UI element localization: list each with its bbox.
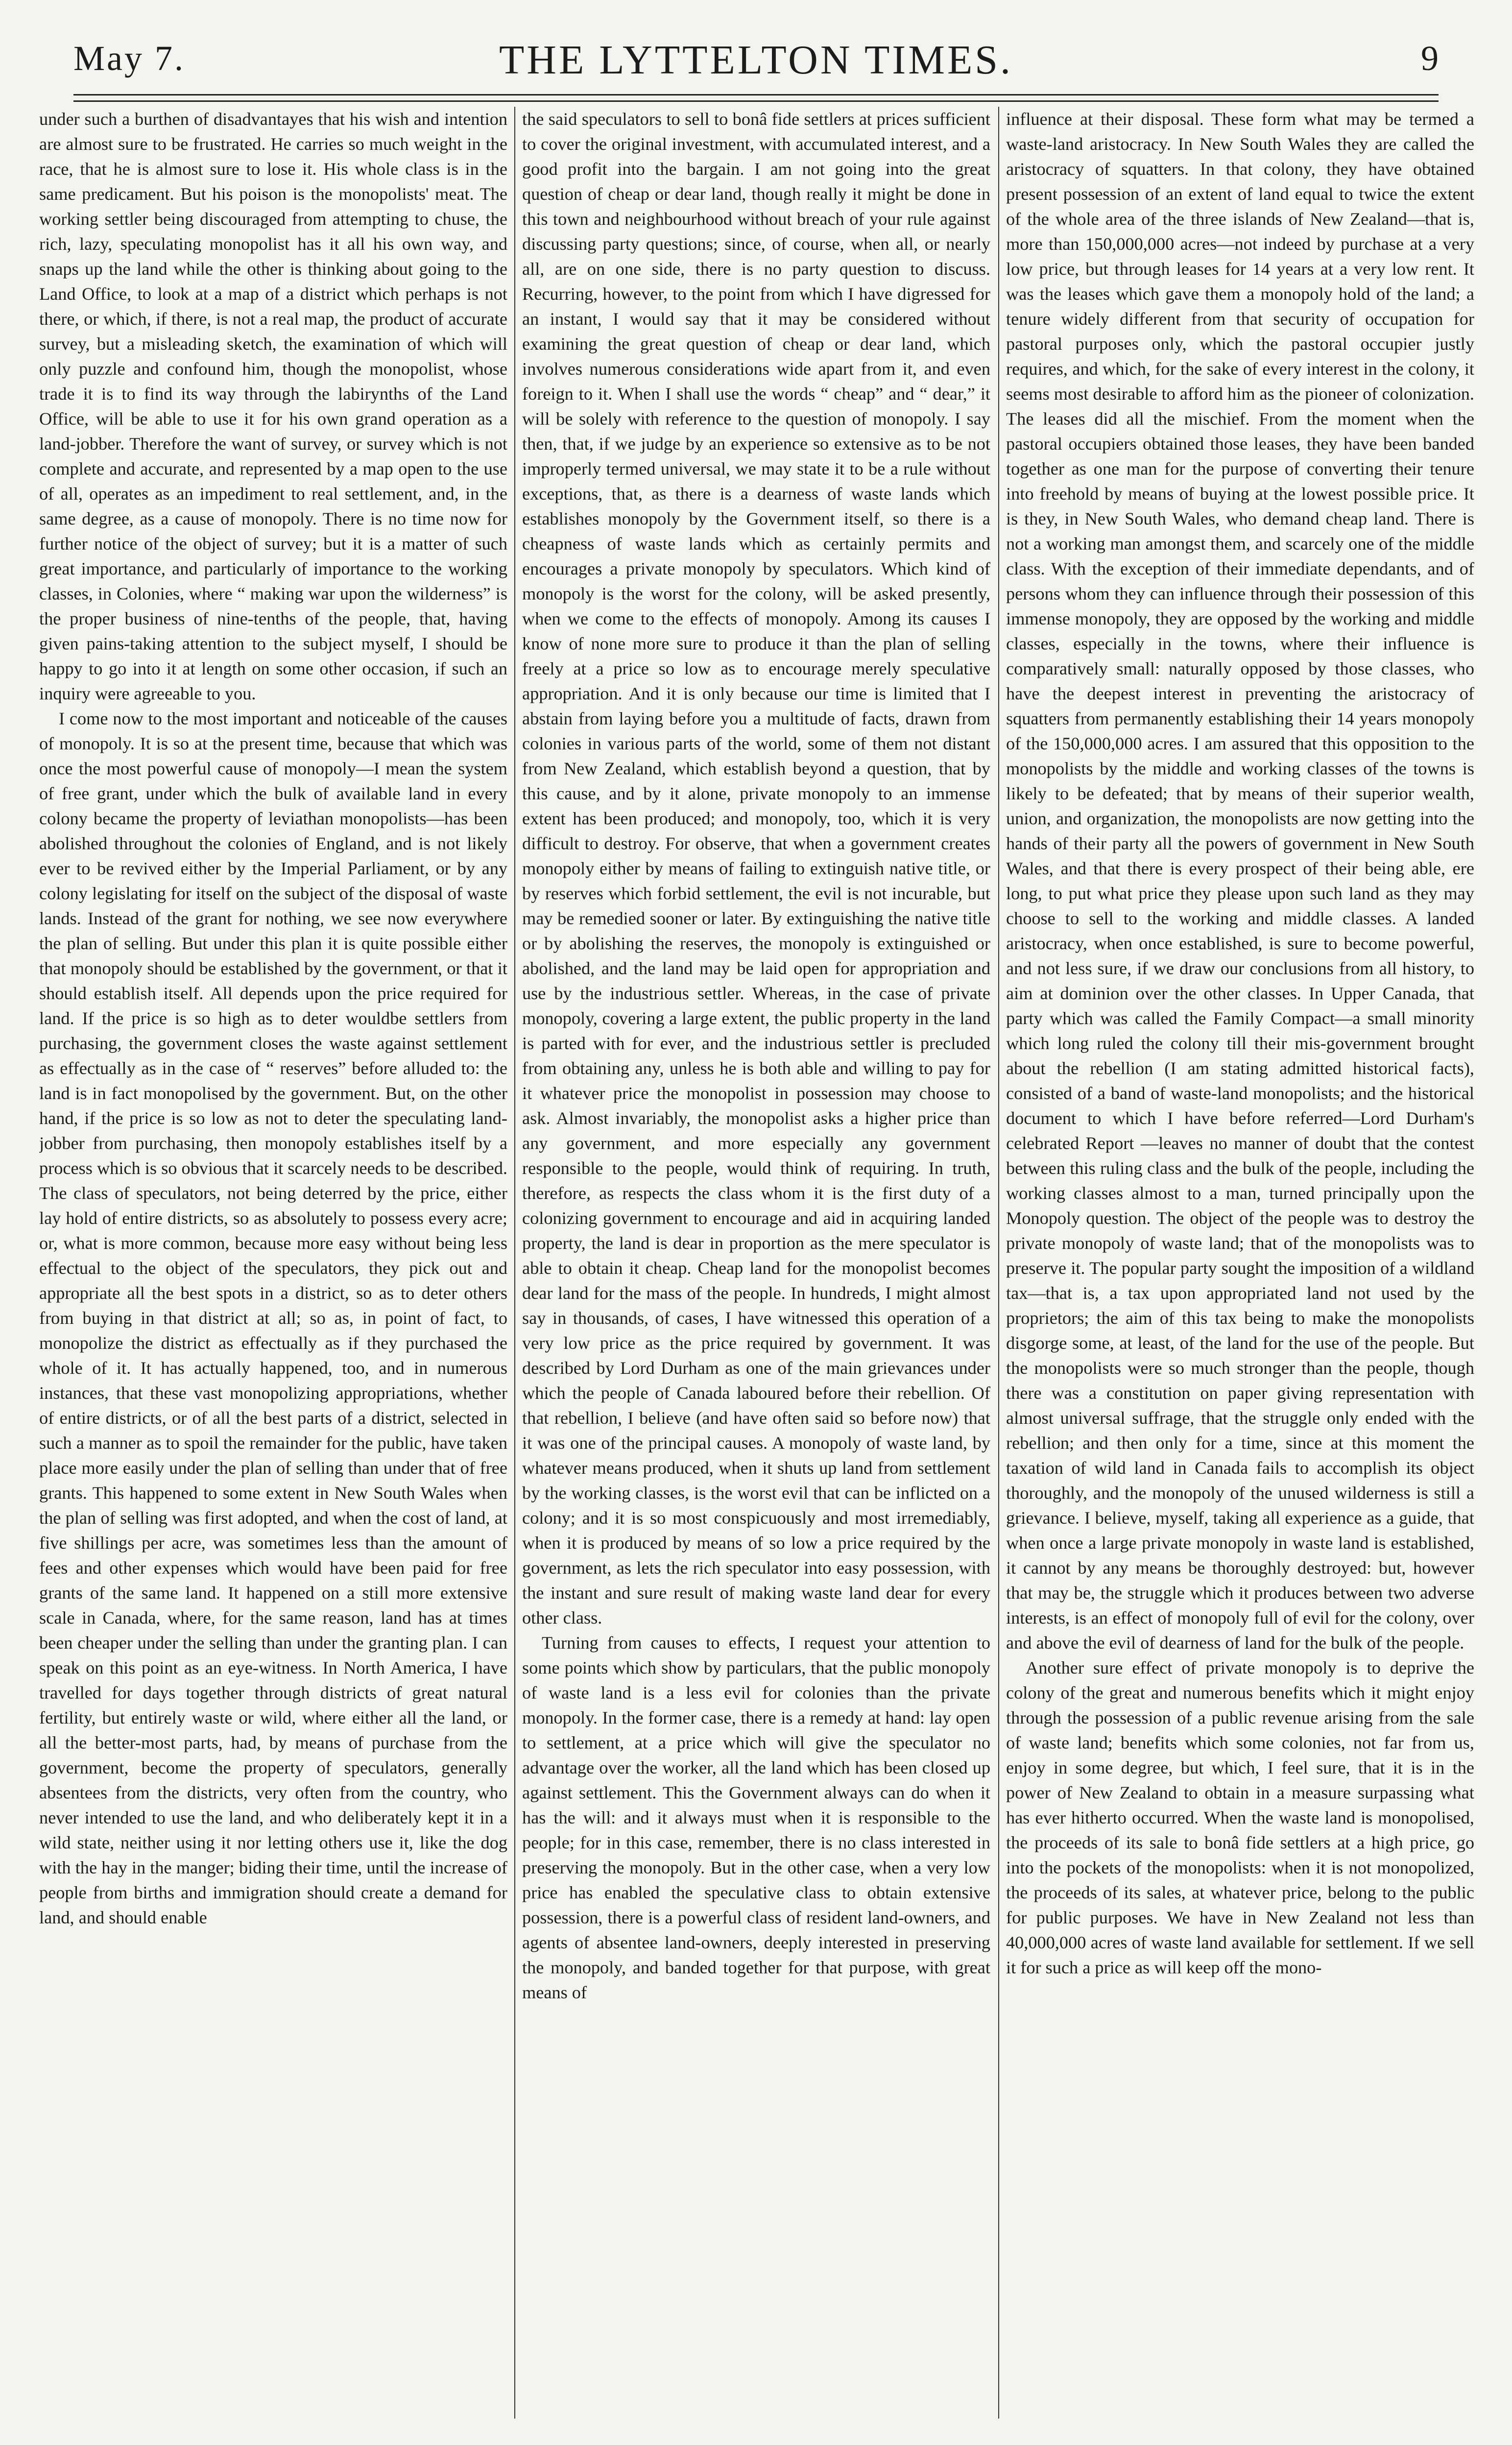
paragraph: I come now to the most important and noticeable of the causes of monopoly. It is so at the present time, because that which was once the most powerful cause of monopoly—I mean the system of free grant, under which the bulk of available land in every colony became the property of leviathan monopolists—has been abolished throughout the colonies of England, and is not likely ever to be revived either by the Imperial Parliament, or by any colony legislating for itself on the subject of the disposal of waste lands. Instead of the grant for nothing, we see now everywhere the plan of selling. But under this plan it is quite possible either that monopoly should be established by the government, or that it should establish itself. All depends upon the price required for land. If the price is so high as to deter wouldbe settlers from purchasing, the government closes the waste against settlement as effectually as in the case of “ reserves” before alluded to: the land is in fact monopolised by the government. But, on the other hand, if the price is so low as not to deter the speculating land-jobber from purchasing, then monopoly establishes itself by a process which is so obvious that it scarcely needs to be described. The class of speculators, not being deterred by the price, either lay hold of entire districts, so as absolutely to possess every acre; or, what is more common, because more easy without being less effectual to the object of the speculators, they pick out and appropriate all the best spots in a district, so as to deter others from buying in that district at all; so as, in point of fact, to monopolize the district as effectually as if they purchased the whole of it. It has actually happened, too, and in numerous instances, that these vast monopolizing appropriations, whether of entire districts, or of all the best parts of a district, selected in such a manner as to spoil the remainder for the public, have taken place more easily under the plan of selling than under that of free grants. This happened to some extent in New South Wales when the plan of selling was first adopted, and when the cost of land, at five shillings per acre, was sometimes less than the amount of fees and other expenses which would have been paid for free grants of the same land. It happened on a still more extensive scale in Canada, where, for the same reason, land has at times been cheaper under the selling than under the granting plan. I can speak on this point as an eye-witness. In North America, I have travelled for days together through districts of great natural fertility, but entirely waste or wild, where either all the land, or all the better-most parts, had, by means of purchase from the government, become the property of speculators, generally absentees from the districts, very often from the country, who never intended to use the land, and who deliberately kept it in a wild state, neither using it nor letting others use it, like the dog with the hay in the manger; biding their time, until the increase of people from births and immigration should create a demand for land, and should enable xyxy=(39,709,507,1927)
column-divider xyxy=(514,107,515,2419)
paragraph: the said speculators to sell to bonâ fide settlers at prices sufficient to cover the original investment, with accumulated interest, and a good profit into the bargain. I am not going into the great question of cheap or dear land, though really it might be done in this town and neighbourhood without breach of your rule against discussing party questions; since, of course, when all, or nearly all, are on one side, there is no party question to discuss. Recurring, however, to the point from which I have digressed for an instant, I would say that it may be considered without examining the great question of cheap or dear land, which involves numerous considerations wide apart from it, and even foreign to it. When I shall use the words “ cheap” and “ dear,” it will be solely with reference to the question of monopoly. I say then, that, if we judge by an experience so extensive as to be not improperly termed universal, we may state it to be a rule without exceptions, that, as there is a dearness of waste lands which establishes monopoly by the Government itself, so there is a cheapness of waste lands which as certainly permits and encourages a private monopoly by speculators. Which kind of monopoly is the worst for the colony, will be asked presently, when we come to the effects of monopoly. Among its causes I know of none more sure to produce it than the plan of selling freely at a price so low as to encourage merely speculative appropriation. And it is only because our time is limited that I abstain from laying before you a multitude of facts, drawn from colonies in various parts of the world, some of them not distant from New Zealand, which establish beyond a question, that by this cause, and by it alone, private monopoly to an immense extent has been produced; and monopoly, too, which it is very difficult to destroy. For observe, that when a government creates monopoly either by means of failing to extinguish native title, or by reserves which forbid settlement, the evil is not incurable, but may be remedied sooner or later. By extinguishing the native title or by abolishing the reserves, the monopoly is extinguished or abolished, and the land may be laid open for appropriation and use by the industrious settler. Whereas, in the case of private monopoly, covering a large extent, the public property in the land is parted with for ever, and the industrious settler is precluded from obtaining any, unless he is both able and willing to pay for it whatever price the monopolist in possession may choose to ask. Almost invariably, the monopolist asks a higher price than any government, and more especially any government responsible to the people, would think of requiring. In truth, therefore, as respects the class whom it is the first duty of a colonizing government to encourage and aid in acquiring landed property, the land is dear in proportion as the mere speculator is able to obtain it cheap. Cheap land for the monopolist becomes dear land for the mass of the people. In hundreds, I might almost say in thousands, of cases, I have witnessed this operation of a very low price as the price required by government. It was described by Lord Durham as one of the main grievances under which the people of Canada laboured before their rebellion. Of that rebellion, I believe (and have often said so before now) that it was one of the principal causes. A monopoly of waste land, by whatever means produced, when it shuts up land from settlement by the working classes, is the worst evil that can be inflicted on a colony; and it is so most conspicuously and most irremediably, when it is produced by means of so low a price required by the government, as lets the rich speculator into easy possession, with the instant and sure result of making waste land dear for every other class. xyxy=(522,109,990,1628)
column-divider xyxy=(998,107,999,2419)
paragraph: under such a burthen of disadvantayes that his wish and intention are almost sure to be frustrated. He carries so much weight in the race, that he is almost sure to lose it. His whole class is in the same predicament. But his poison is the monopolists' meat. The working settler being discouraged from attempting to chuse, the rich, lazy, speculating monopolist has it all his own way, and snaps up the land while the other is thinking about going to the Land Office, to look at a map of a district which perhaps is not there, or which, if there, is not a real map, the product of accurate survey, but a misleading sketch, the examination of which will only puzzle and confound him, though the monopolist, whose trade it is to find its way through the labirynths of the Land Office, will be able to use it for his own grand operation as a land-jobber. Therefore the want of survey, or survey which is not complete and accurate, and represented by a map open to the use of all, operates as an impediment to real settlement, and, in the same degree, as a cause of monopoly. There is no time now for further notice of the object of survey; but it is a matter of such great importance, and particularly of importance to the working classes, in Colonies, where “ making war upon the wilderness” is the proper business of nine-tenths of the people, that, having given pains-taking attention to the subject myself, I should be happy to go into it at length on some other occasion, if such an inquiry were agreeable to you. xyxy=(39,109,507,703)
paragraph: Turning from causes to effects, I request your attention to some points which show by particulars, that the public monopoly of waste land is a less evil for colonies than the private monopoly. In the former case, there is a remedy at hand: lay open to settlement, at a price which will give the speculator no advantage over the worker, all the land which has been closed up against settlement. This the Government always can do when it has the will: and it always must when it is responsible to the people; for in this case, remember, there is no class interested in preserving the monopoly. But in the other case, when a very low price has enabled the speculative class to obtain extensive possession, there is a powerful class of resident land-owners, and agents of absentee land-owners, deeply interested in preserving the monopoly, and banded together for that purpose, with great means of xyxy=(522,1633,990,2002)
page-number: 9 xyxy=(1421,39,1439,78)
paragraph: Another sure effect of private monopoly is to deprive the colony of the great and numerous benefits which it might enjoy through the possession of a public revenue arising from the sale of waste land; benefits which some colonies, not far from us, enjoy in some degree, but which, I feel sure, that it is in the power of New Zealand to obtain in a measure surpassing what has ever hitherto occurred. When the waste land is monopolised, the proceeds of its sale to bonâ fide settlers at a high price, go into the pockets of the monopolists: when it is not monopolized, the proceeds of its sales, at whatever price, belong to the public for public purposes. We have in New Zealand not less than 40,000,000 acres of waste land available for settlement. If we sell it for such a price as will keep off the mono- xyxy=(1006,1658,1474,1977)
column-2 xyxy=(522,107,990,2419)
paragraph: influence at their disposal. These form what may be termed a waste-land aristocracy. In New South Wales they are called the aristocracy of squatters. In that colony, they have obtained present possession of an extent of land equal to twice the extent of the whole area of the three islands of New Zealand—that is, more than 150,000,000 acres—not indeed by purchase at a very low price, but through leases for 14 years at a very low rent. It was the leases which gave them a monopoly hold of the land; a tenure widely different from that security of occupation for pastoral purposes only, which the pastoral occupier justly requires, and which, for the sake of every interest in the colony, it seems most desirable to afford him as the pioneer of colonization. The leases did all the mischief. From the moment when the pastoral occupiers obtained those leases, they have been banded together as one man for the purpose of converting their tenure into freehold by means of buying at the lowest possible price. It is they, in New South Wales, who demand cheap land. There is not a working man amongst them, and scarcely one of the middle class. With the exception of their immediate dependants, and of persons whom they can influence through their possession of this immense monopoly, they are opposed by the working and middle classes, especially in the towns, where their influence is comparatively small: naturally opposed by those classes, who have the deepest interest in preventing the aristocracy of squatters from permanently establishing their 14 years monopoly of the 150,000,000 acres. I am assured that this opposition to the monopolists by the middle and working classes of the towns is likely to be defeated; that by means of their superior wealth, union, and organization, the monopolists are now getting into the hands of their party all the powers of government in New South Wales, and that there is every prospect of their being able, ere long, to put what price they please upon such land as they may choose to sell to the working and middle classes. A landed aristocracy, when once established, is sure to become powerful, and not less sure, if we draw our conclusions from all history, to aim at dominion over the other classes. In Upper Canada, that party which was called the Family Compact—a small minority which long ruled the colony till their mis-government brought about the rebellion (I am stating admitted historical facts), consisted of a band of waste-land monopolists; and the historical document to which I have before referred—Lord Durham's celebrated Report —leaves no manner of doubt that the contest between this ruling class and the bulk of the people, including the working classes almost to a man, turned principally upon the Monopoly question. The object of the people was to destroy the private monopoly of waste land; that of the monopolists was to preserve it. The popular party sought the imposition of a wildland tax—that is, a tax upon appropriated land not used by the proprietors; the aim of this tax being to make the monopolists disgorge some, at least, of the land for the use of the people. But the monopolists were so much stronger than the people, though there was a constitution on paper giving representation with almost universal suffrage, that the struggle only ended with the rebellion; and then only for a time, since at this moment the taxation of wild land in Canada fails to accomplish its object thoroughly, and the monopoly of the unused wilderness is still a grievance. I believe, myself, taking all experience as a guide, that when once a large private monopoly in waste land is established, it cannot by any means be thoroughly destroyed: but, however that may be, the struggle which it produces between two adverse interests, is an effect of monopoly full of evil for the colony, over and above the evil of dearness of land for the bulk of the people. xyxy=(1006,109,1474,1653)
masthead-rule xyxy=(73,94,1439,102)
column-1 xyxy=(39,107,507,2419)
newspaper-title: THE LYTTELTON TIMES. xyxy=(499,37,1013,83)
masthead xyxy=(73,29,1439,88)
column-3 xyxy=(1006,107,1474,2419)
issue-date: May 7. xyxy=(73,39,185,78)
